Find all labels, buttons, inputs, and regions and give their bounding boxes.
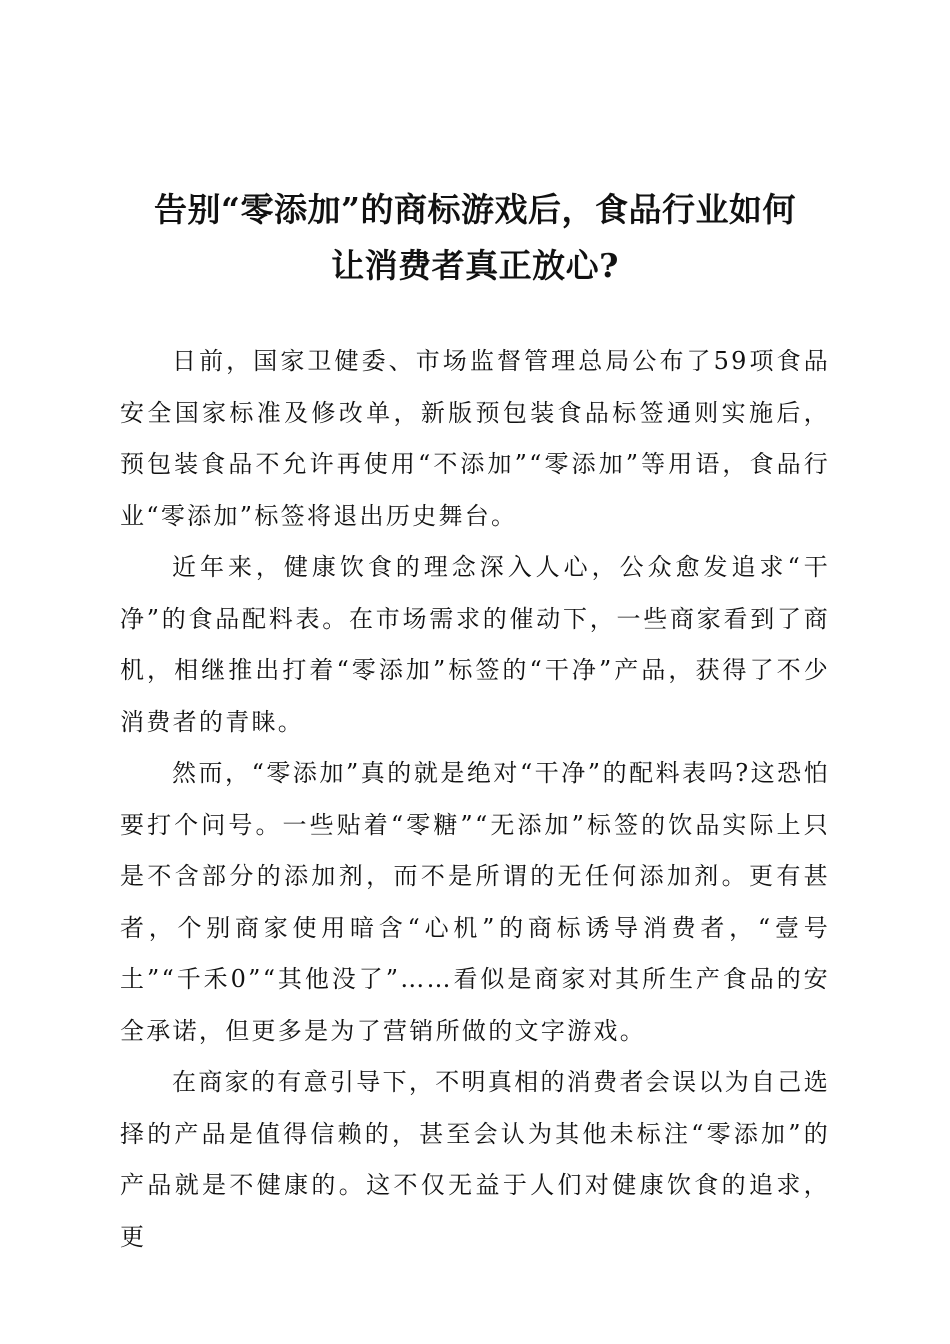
paragraph-4: 在商家的有意引导下，不明真相的消费者会误以为自己选择的产品是值得信赖的，甚至会认为其他未标注“零添加”的产品就是不健康的。这不仅无益于人们对健康饮食的追求，更 xyxy=(120,1068,830,1251)
title-line-2: 让消费者真正放心? xyxy=(331,246,619,285)
title-line-1: 告别“零添加”的商标游戏后，食品行业如何 xyxy=(154,190,796,229)
article-body xyxy=(120,336,830,1263)
paragraph-3: 然而，“零添加”真的就是绝对“干净”的配料表吗?这恐怕要打个问号。一些贴着“零糖”“无添加”标签的饮品实际上只是不含部分的添加剂，而不是所谓的无任何添加剂。更有甚者，个别商家使用暗含“心机”的商标诱导消费者，“壹号土”“千禾0”“其他没了”……看似是商家对其所生产食品的安全承诺，但更多是为了营销所做的文字游戏。 xyxy=(120,759,830,1045)
paragraph-1: 日前，国家卫健委、市场监督管理总局公布了59项食品安全国家标准及修改单，新版预包装食品标签通则实施后，预包装食品不允许再使用“不添加”“零添加”等用语，食品行业“零添加”标签将退出历史舞台。 xyxy=(120,347,830,530)
article-title xyxy=(110,182,840,294)
paragraph-2: 近年来，健康饮食的理念深入人心，公众愈发追求“干净”的食品配料表。在市场需求的催动下，一些商家看到了商机，相继推出打着“零添加”标签的“干净”产品，获得了不少消费者的青睐。 xyxy=(120,553,830,736)
